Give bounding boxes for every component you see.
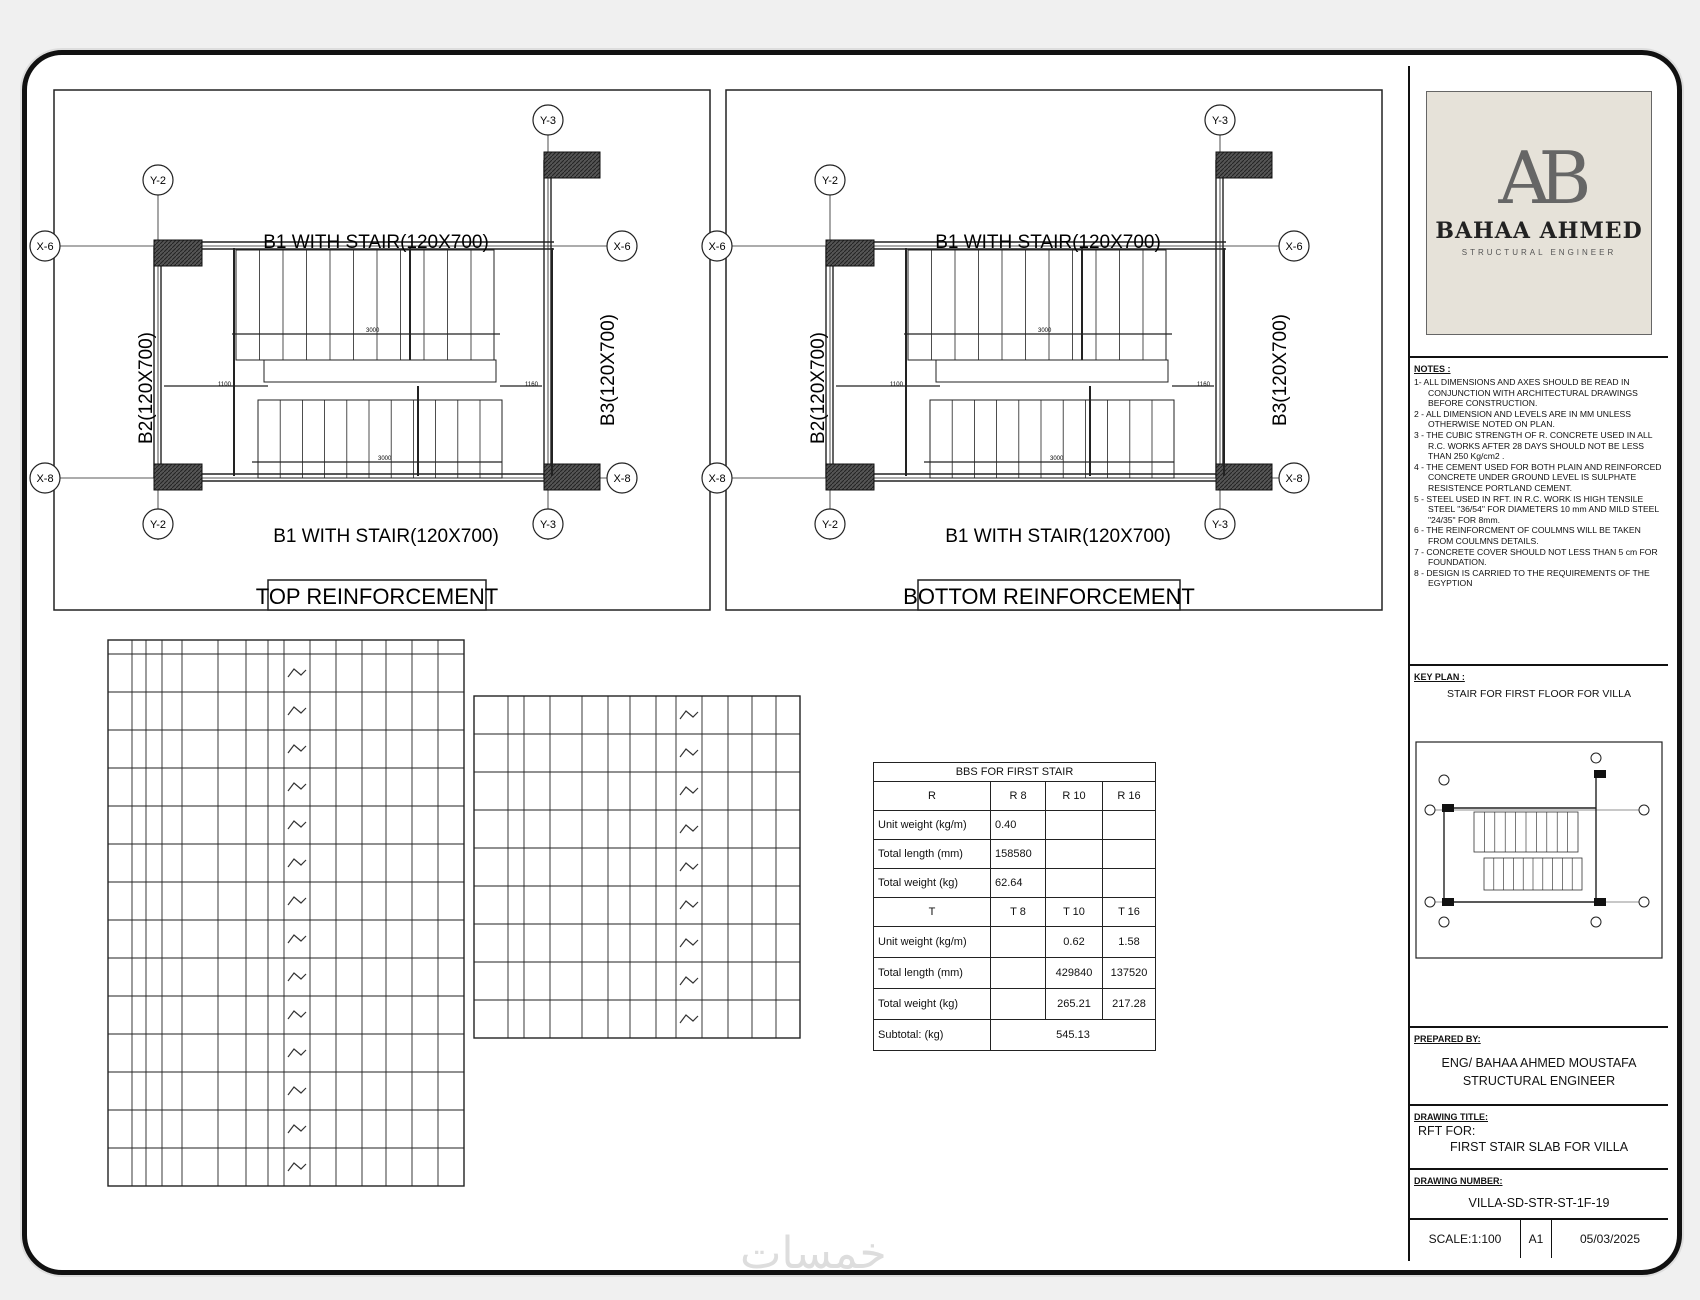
note-item: 8 - DESIGN IS CARRIED TO THE REQUIREMENTS OF THE EGYPTION	[1414, 567, 1650, 589]
bbs-cell	[991, 958, 1046, 989]
dim-landing-right: 1160	[1197, 382, 1210, 388]
plan-title-bottom: BOTTOM REINFORCEMENT	[903, 584, 1195, 609]
sheet-size: A1	[1520, 1220, 1552, 1258]
drawing-number-heading: DRAWING NUMBER:	[1414, 1176, 1503, 1186]
bar-shape-sketch	[288, 1049, 306, 1057]
axis-y3-bubble-top-label: Y-3	[1211, 115, 1229, 127]
bar-shape-sketch	[288, 935, 306, 943]
prepared-by-section	[1410, 1026, 1668, 1104]
bar-shape-sketch	[288, 1163, 306, 1171]
bbs-cell: Total length (mm)	[874, 840, 991, 869]
bbs-cell: Total weight (kg)	[874, 869, 991, 898]
bar-shape-sketch	[288, 973, 306, 981]
bar-shape-sketch	[288, 745, 306, 753]
axis-y3-bubble-bottom-label: Y-3	[1211, 519, 1229, 531]
bbs-r10-header: R 10	[1046, 782, 1103, 811]
bbs-cell	[1046, 811, 1103, 840]
notes-heading: NOTES :	[1414, 364, 1451, 374]
bbs-cell	[1046, 869, 1103, 898]
bar-shape-sketch	[288, 669, 306, 677]
bbs-cell	[1046, 840, 1103, 869]
key-plan-section	[1410, 664, 1668, 1026]
schedule-table	[474, 696, 800, 1038]
note-item: 6 - THE REINFORCMENT OF COULMNS WILL BE TAKEN FROM COULMNS DETAILS.	[1414, 525, 1641, 546]
bbs-t10-header: T 10	[1046, 898, 1103, 927]
bbs-cell: 137520	[1103, 958, 1156, 989]
note-item: 1- ALL DIMENSIONS AND AXES SHOULD BE READ IN CONJUNCTION WITH ARCHITECTURAL DRAWINGS BEFORE CONSTRUCTION.	[1414, 377, 1638, 409]
bbs-cell: 1.58	[1103, 927, 1156, 958]
dim-landing-right: 1160	[525, 382, 538, 388]
notes-list	[1414, 377, 1662, 589]
bbs-cell: 158580	[991, 840, 1046, 869]
axis-x6-bubble-left-label: X-6	[708, 241, 726, 253]
bar-shape-sketch	[680, 977, 698, 985]
schedule-table	[108, 640, 464, 1186]
bbs-cell	[1103, 869, 1156, 898]
axis-x6-bubble-right-label: X-6	[613, 241, 631, 253]
bar-schedules	[108, 640, 800, 1186]
bbs-cell: 0.62	[1046, 927, 1103, 958]
bbs-r-header: R	[874, 782, 991, 811]
prepared-heading: PREPARED BY:	[1414, 1034, 1481, 1044]
drawing-date: 05/03/2025	[1579, 1232, 1641, 1246]
beam-label-top: B1 WITH STAIR(120X700)	[935, 232, 1161, 253]
stair-flight-lower	[930, 400, 1174, 478]
bar-shape-sketch	[680, 825, 698, 833]
bar-shape-sketch	[288, 897, 306, 905]
beam-label-left: B2(120X700)	[136, 332, 157, 444]
note-item: 2 - ALL DIMENSION AND LEVELS ARE IN MM UNLESS OTHERWISE NOTED ON PLAN.	[1414, 408, 1631, 430]
prepared-line-2: STRUCTURAL ENGINEER	[1462, 1074, 1616, 1088]
dim-landing-left: 1100	[218, 382, 231, 388]
axis-x8-bubble-left-label: X-8	[36, 473, 54, 485]
drawing-number: VILLA-SD-STR-ST-1F-19	[1468, 1196, 1610, 1210]
logo-monogram: AB	[1498, 136, 1580, 220]
bar-shape-sketch	[680, 749, 698, 757]
bar-shape-sketch	[680, 711, 698, 719]
drawing-number-section	[1410, 1168, 1668, 1220]
top-reinforcement-plan	[30, 105, 637, 547]
company-subtitle: STRUCTURAL ENGINEER	[1461, 248, 1617, 257]
beam-label-right: B3(120X700)	[598, 314, 619, 426]
company-logo	[1426, 91, 1652, 335]
key-plan-heading: KEY PLAN :	[1414, 672, 1465, 682]
column	[154, 240, 202, 266]
scale-row	[1410, 1218, 1668, 1258]
column	[544, 152, 600, 178]
bbs-cell: 62.64	[991, 869, 1046, 898]
axis-x6-bubble-left-label: X-6	[36, 241, 54, 253]
column	[826, 240, 874, 266]
bbs-cell: Unit weight (kg/m)	[874, 927, 991, 958]
bar-shape-sketch	[680, 787, 698, 795]
plan-title-top: TOP REINFORCEMENT	[255, 584, 499, 609]
bbs-cell: 0.40	[991, 811, 1046, 840]
bbs-summary-table	[873, 762, 1156, 1051]
beam-label-bottom: B1 WITH STAIR(120X700)	[273, 526, 499, 547]
stair-landing	[264, 360, 496, 382]
bar-shape-sketch	[288, 1087, 306, 1095]
note-item: 7 - CONCRETE COVER SHOULD NOT LESS THAN 5 cm FOR FOUNDATION.	[1414, 546, 1658, 568]
notes-section	[1410, 356, 1668, 664]
bbs-t8-header: T 8	[991, 898, 1046, 927]
bbs-cell	[991, 927, 1046, 958]
bbs-t16-header: T 16	[1103, 898, 1156, 927]
drawing-title-section	[1410, 1104, 1668, 1168]
bar-shape-sketch	[680, 901, 698, 909]
drawing-title-heading: DRAWING TITLE:	[1414, 1112, 1488, 1122]
bar-shape-sketch	[680, 1015, 698, 1023]
bbs-cell: 265.21	[1046, 989, 1103, 1020]
beam-label-top: B1 WITH STAIR(120X700)	[263, 232, 489, 253]
bar-shape-sketch	[680, 863, 698, 871]
beam-label-bottom: B1 WITH STAIR(120X700)	[945, 526, 1171, 547]
note-item: 3 - THE CUBIC STRENGTH OF R. CONCRETE USED IN ALL R.C. WORKS AFTER 28 DAYS SHOULD NOT BE LESS THAN 250 Kg/cm2 .	[1414, 429, 1653, 462]
stair-flight-upper	[908, 250, 1166, 360]
bbs-cell: Total weight (kg)	[874, 989, 991, 1020]
bar-shape-sketch	[288, 1125, 306, 1133]
axis-x8-bubble-right-label: X-8	[613, 473, 631, 485]
bar-shape-sketch	[680, 939, 698, 947]
bbs-title: BBS FOR FIRST STAIR	[874, 763, 1156, 782]
dim-flight: 3000	[1050, 456, 1064, 462]
company-name: BAHAA AHMED	[1435, 218, 1643, 244]
axis-y2-bubble-bottom-label: Y-2	[821, 519, 839, 531]
stair-flight-upper	[236, 250, 494, 360]
bbs-cell	[1103, 840, 1156, 869]
bbs-t-header: T	[874, 898, 991, 927]
drawing-title-line-1: RFT FOR:	[1418, 1124, 1476, 1138]
prepared-line-1: ENG/ BAHAA AHMED MOUSTAFA	[1441, 1056, 1637, 1070]
bar-shape-sketch	[288, 859, 306, 867]
beam-label-left: B2(120X700)	[808, 332, 829, 444]
drawing-title-line-2: FIRST STAIR SLAB FOR VILLA	[1449, 1140, 1629, 1154]
column	[1216, 152, 1272, 178]
bbs-cell	[1103, 811, 1156, 840]
bbs-cell	[991, 989, 1046, 1020]
bottom-reinforcement-plan	[702, 105, 1309, 547]
bbs-cell: Unit weight (kg/m)	[874, 811, 991, 840]
dim-flight: 3000	[378, 456, 392, 462]
scale-value: SCALE:1:100	[1428, 1232, 1502, 1246]
dim-flight: 3000	[1038, 328, 1052, 334]
bbs-cell: 429840	[1046, 958, 1103, 989]
column	[154, 464, 202, 490]
bar-shape-sketch	[288, 821, 306, 829]
column	[826, 464, 874, 490]
bbs-cell: 217.28	[1103, 989, 1156, 1020]
bar-shape-sketch	[288, 783, 306, 791]
beam-label-right: B3(120X700)	[1270, 314, 1291, 426]
axis-y2-bubble-top-label: Y-2	[149, 175, 167, 187]
dim-flight: 3000	[366, 328, 380, 334]
note-item: 5 - STEEL USED IN RFT. IN R.C. WORK IS HIGH TENSILE STEEL "36/54" FOR DIAMETERS 10 mm AND MILD STEEL "24/35" FOR 8mm.	[1414, 493, 1659, 525]
bbs-r16-header: R 16	[1103, 782, 1156, 811]
bar-shape-sketch	[288, 1011, 306, 1019]
note-item: 4 - THE CEMENT USED FOR BOTH PLAIN AND REINFORCED CONCRETE UNDER GROUND LEVEL IS SULPHATE RESISTENCE PORTLAND CEMENT.	[1414, 461, 1662, 493]
bbs-r8-header: R 8	[991, 782, 1046, 811]
key-plan-text: STAIR FOR FIRST FLOOR FOR VILLA	[1447, 688, 1631, 700]
axis-y2-bubble-top-label: Y-2	[821, 175, 839, 187]
axis-y3-bubble-bottom-label: Y-3	[539, 519, 557, 531]
bbs-subtotal-label: Subtotal: (kg)	[874, 1020, 991, 1051]
watermark: خمسات	[740, 1228, 887, 1279]
stair-flight-lower	[258, 400, 502, 478]
stair-landing	[936, 360, 1168, 382]
axis-y2-bubble-bottom-label: Y-2	[149, 519, 167, 531]
axis-y3-bubble-top-label: Y-3	[539, 115, 557, 127]
bar-shape-sketch	[288, 707, 306, 715]
axis-x8-bubble-right-label: X-8	[1285, 473, 1303, 485]
bbs-subtotal-value: 545.13	[991, 1020, 1156, 1051]
dim-landing-left: 1100	[890, 382, 903, 388]
axis-x6-bubble-right-label: X-6	[1285, 241, 1303, 253]
bbs-cell: Total length (mm)	[874, 958, 991, 989]
axis-x8-bubble-left-label: X-8	[708, 473, 726, 485]
